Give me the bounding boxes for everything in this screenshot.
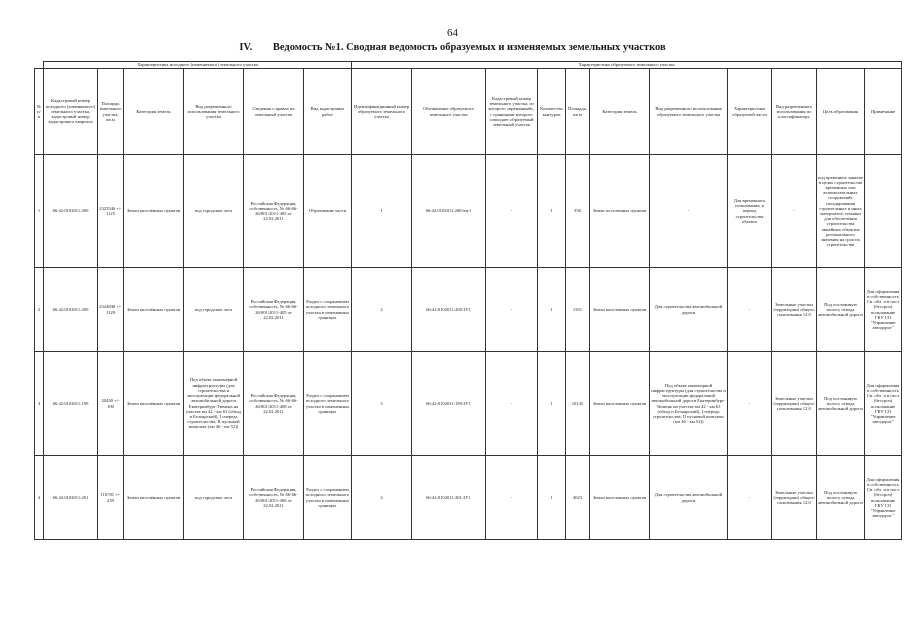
table-cell: 66:42:0102011:201:ЗУ1 (412, 456, 486, 540)
table-row (35, 155, 902, 268)
column-header: Примечание (865, 69, 902, 155)
table-cell: 2325546 +/- 1125 (98, 155, 124, 268)
section-number: IV. (239, 42, 253, 53)
column-header: Категория земель (590, 69, 650, 155)
table-cell: 66:42:0102011:200/чзу1 (412, 155, 486, 268)
table-cell: 4 (352, 456, 412, 540)
title-text: Ведомость №1. Сводная ведомость образуемых и изменяемых земельных участков (272, 42, 666, 53)
table-cell: Земельные участки (территории) общего пользования 12.0 (772, 268, 817, 352)
table-cell: Под объект инженерной инфраструктуры (для строительства и эксплуатации федеральной автомобильной дороги Екатеринбург-Тюмень на участке км 42 - км 63 (обход и Белоярский), I очередь строительства, II пусковой комплекс (км 46 - км 52)) (184, 352, 244, 456)
table-cell: Земли населённых пунктов (124, 352, 184, 456)
table-cell: 1 (538, 268, 566, 352)
table-cell: - (486, 268, 538, 352)
table-cell: 66:42:0102011:200 (44, 268, 98, 352)
table-cell: под городские леса (184, 268, 244, 352)
column-header: Категория земель (124, 69, 184, 155)
table-cell: 66:42:0102011:199 (44, 352, 98, 456)
table-cell: 116781 +/- 239 (98, 456, 124, 540)
table-cell: 1 (538, 155, 566, 268)
table-row (35, 456, 902, 540)
table-cell: 4023 (566, 456, 590, 540)
table-cell: Для оформления в собственность Св. обл. и в пост (бессроч) пользование ГКУ СО "Управление автодорог" (865, 268, 902, 352)
table-cell: Российская Федерация, собственность, № 66-66-26/001/2011-406 от 22.02.2011 (244, 456, 304, 540)
table-cell: 1 (538, 352, 566, 456)
table-cell: Под постоянную полосу отвода автомобильной дороги (817, 352, 865, 456)
table-cell: Под объект инженерной инфраструктуры (для строительства и эксплуатации федеральной автомобильной дороги Екатеринбург-Тюмень на участке км 42 - км 63 (обход и Белоярский), I очередь строительства, II пусковой комплекс (км 46 - км 52)) (650, 352, 728, 456)
table-cell: 1 (538, 456, 566, 540)
table-cell: 2324848 +/- 1129 (98, 268, 124, 352)
table-cell: 2 (352, 268, 412, 352)
table-cell: Земли поселенных пунктов (590, 155, 650, 268)
table-cell: под городские леса (184, 456, 244, 540)
table-cell: - (486, 456, 538, 540)
column-header: Идентификационный номер образуемого земельного участка (352, 69, 412, 155)
column-header: Цель образования (817, 69, 865, 155)
table-cell: Для строительства автомобильной дороги (650, 456, 728, 540)
table-cell: Для оформления в собственность Св. обл. и в пост (бессроч) пользование ГКУ СО "Управление автодорог" (865, 352, 902, 456)
table-row (35, 352, 902, 456)
table-cell: 66:42:0102011:201 (44, 456, 98, 540)
table-cell: Российская Федерация, собственность, № 66-66-26/001/2011-408 от 22.02.2011 (244, 352, 304, 456)
table-cell: Для строительства автомобильной дороги (650, 268, 728, 352)
page-number: 64 (447, 27, 458, 39)
column-header: Кадастровый номер земельного участка, из которого «временный», с границами которого совпадает образуемый земельный участок (486, 69, 538, 155)
table-cell: Раздел с сохранением исходного земельного участка в измененных границах (304, 268, 352, 352)
table-cell (865, 155, 902, 268)
table-cell: 66:42:0102011:199:ЗУ1 (412, 352, 486, 456)
table-cell: 1351 (566, 268, 590, 352)
table-cell: Земли населённых пунктов (124, 155, 184, 268)
table-cell: - (728, 352, 772, 456)
column-header-row (35, 69, 902, 155)
table-cell: - (486, 352, 538, 456)
column-header: Вид разрешенного использования земельного участка (184, 69, 244, 155)
table-cell: 1 (35, 155, 44, 268)
table-cell: Земли населенных пунктов (590, 268, 650, 352)
table-cell: Раздел с сохранением исходного земельного участка в измененных границах (304, 456, 352, 540)
table-cell: Российская Федерация, собственность, № 66-66-26/001/2011-405 от 22.02.2011 (244, 268, 304, 352)
table-cell: - (486, 155, 538, 268)
column-header: Площадь, кв.м (566, 69, 590, 155)
table-cell: - (728, 456, 772, 540)
table-cell: под городские леса (184, 155, 244, 268)
group-header-source: Характеристика исходного (изменяемого) земельного участка (44, 62, 352, 69)
table-cell: 3 (352, 352, 412, 456)
table-cell: 10145 (566, 352, 590, 456)
column-header: Сведения о правах на земельный участок (244, 69, 304, 155)
table-cell: 4 (35, 456, 44, 540)
table-cell: Для временного пользования, в период строительства объекта (728, 155, 772, 268)
table-cell: под временное занятие в целях строительства временных или вспомогательных сооружений, складирования строительных и иных материалов, техники для обеспечения строительства линейных объектов регионального значения на срок их строительства (817, 155, 865, 268)
table-cell: - (650, 155, 728, 268)
table-cell: Земли населенных пунктов (590, 456, 650, 540)
column-header: Вид кадастровых работ (304, 69, 352, 155)
table-cell: Для оформления в собственность Св. обл. и в пост (бессроч) пользование ГКУ СО "Управление автодорог" (865, 456, 902, 540)
table-cell: - (772, 155, 817, 268)
column-header: Кадастровый номер исходного (изменяемого) земельного участка, кадастровый номер кадастрового квартала (44, 69, 98, 155)
page-title (0, 42, 905, 53)
table-row (35, 268, 902, 352)
table-cell: - (728, 268, 772, 352)
table-cell: 356 (566, 155, 590, 268)
group-header-target: Характеристика образуемого земельного участка (352, 62, 902, 69)
column-header: Вид разрешенного использования по классификатору (772, 69, 817, 155)
column-header: Площадь земельного участка, кв.м (98, 69, 124, 155)
table-cell: Раздел с сохранением исходного земельного участка в измененных границах (304, 352, 352, 456)
group-header-row (35, 62, 902, 69)
column-header: Характеристика образуемой части (728, 69, 772, 155)
column-header: № п/п (35, 69, 44, 155)
table-cell: Земли населённых пунктов (124, 268, 184, 352)
column-header: Количество контуров (538, 69, 566, 155)
table-cell: 20430 +/- 100 (98, 352, 124, 456)
table-cell: 1 (352, 155, 412, 268)
table-cell: 66:42:0102011:200 (44, 155, 98, 268)
table-cell: Земельные участки (территории) общего пользования 12.0 (772, 456, 817, 540)
table-cell: Российская Федерация, собственность, № 66-66-26/001/2011-405 от 22.02.2011 (244, 155, 304, 268)
column-header: Вид разрешенного использования образуемого земельного участка (650, 69, 728, 155)
table-cell: Под постоянную полосу отвода автомобильной дороги (817, 456, 865, 540)
table-cell: Под постоянную полосу отвода автомобильной дороги (817, 268, 865, 352)
table-cell: 66:42:0102011:200:ЗУ1 (412, 268, 486, 352)
table-cell: 2 (35, 268, 44, 352)
summary-table (34, 61, 902, 540)
table-cell: Земельные участки (территории) общего пользования 12.0 (772, 352, 817, 456)
table-cell: Земли населённых пунктов (124, 456, 184, 540)
column-header: Обозначение образуемого земельного участка (412, 69, 486, 155)
table-cell: Земли населенных пунктов (590, 352, 650, 456)
table-cell: Образование части (304, 155, 352, 268)
table-cell: 3 (35, 352, 44, 456)
